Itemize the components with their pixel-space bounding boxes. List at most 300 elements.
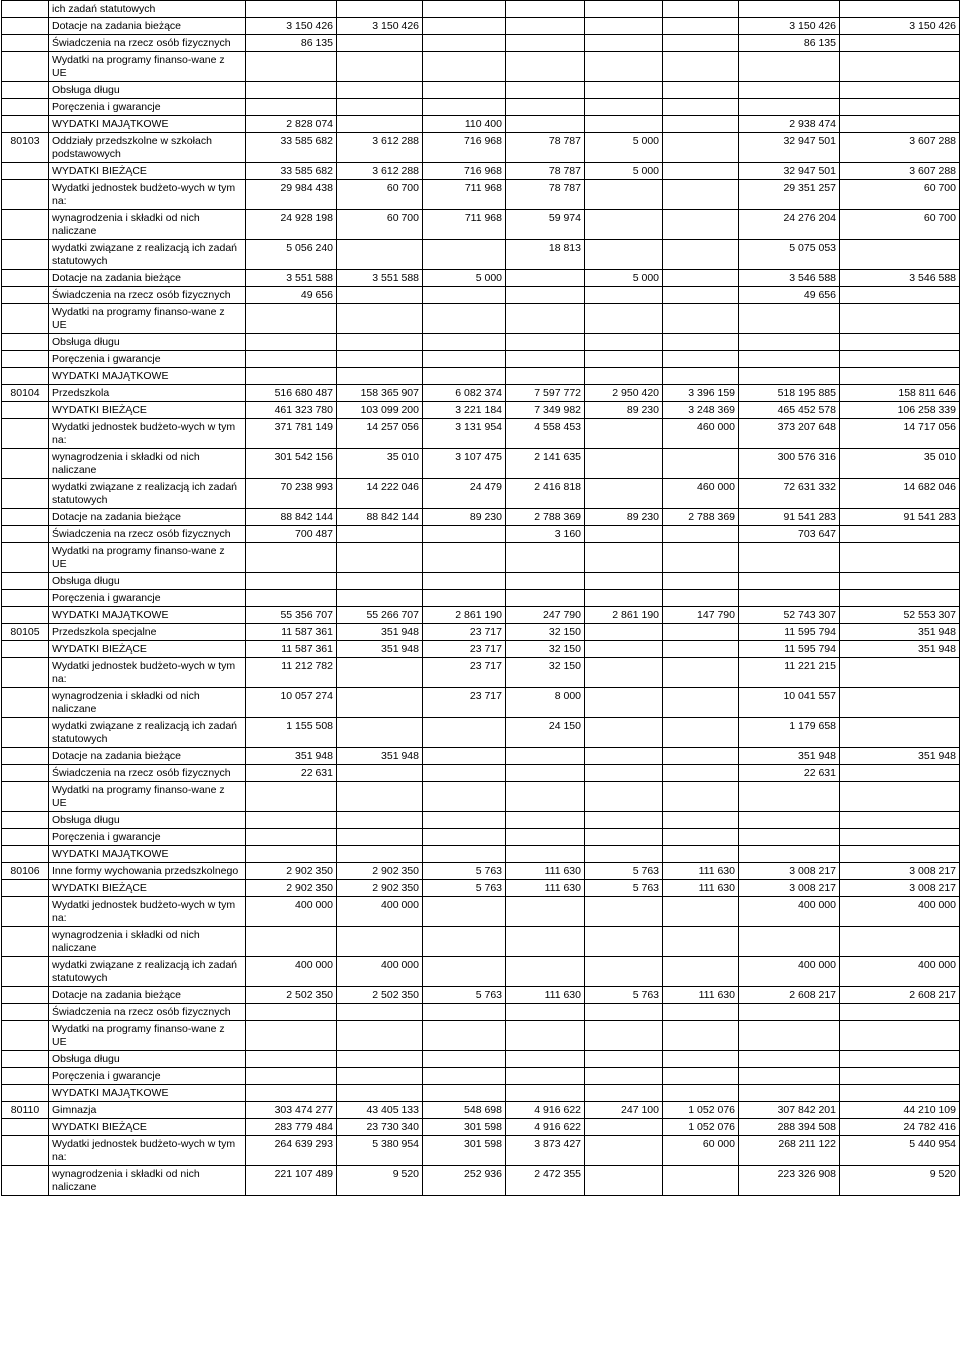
description-cell: wynagrodzenia i składki od nich naliczane bbox=[49, 1166, 246, 1196]
plan-after-cell bbox=[739, 334, 840, 351]
decrease-cell: 110 400 bbox=[423, 116, 506, 133]
table-row bbox=[2, 897, 960, 927]
table-row bbox=[2, 987, 960, 1004]
decrease-cell: 5 763 bbox=[423, 863, 506, 880]
decrease-cell bbox=[423, 368, 506, 385]
description-cell: Dotacje na zadania bieżące bbox=[49, 18, 246, 35]
plan-after-cell bbox=[739, 368, 840, 385]
decrease-gmina-cell: 89 230 bbox=[585, 509, 663, 526]
plan-before-gmina-cell bbox=[337, 99, 423, 116]
increase-cell: 2 788 369 bbox=[506, 509, 585, 526]
increase-gmina-cell bbox=[663, 1068, 739, 1085]
plan-before-cell: 11 587 361 bbox=[246, 624, 337, 641]
plan-before-gmina-cell bbox=[337, 829, 423, 846]
table-row bbox=[2, 334, 960, 351]
section-code-cell bbox=[2, 1004, 49, 1021]
section-code-cell bbox=[2, 1136, 49, 1166]
plan-after-gmina-cell: 400 000 bbox=[840, 957, 960, 987]
plan-after-gmina-cell bbox=[840, 1, 960, 18]
decrease-cell bbox=[423, 765, 506, 782]
table-row bbox=[2, 270, 960, 287]
plan-after-cell: 5 075 053 bbox=[739, 240, 840, 270]
section-code-cell bbox=[2, 35, 49, 52]
increase-cell: 111 630 bbox=[506, 880, 585, 897]
increase-gmina-cell: 1 052 076 bbox=[663, 1119, 739, 1136]
plan-before-gmina-cell: 351 948 bbox=[337, 624, 423, 641]
increase-cell bbox=[506, 304, 585, 334]
description-cell: Wydatki jednostek budżeto-wych w tym na: bbox=[49, 897, 246, 927]
plan-after-cell: 1 179 658 bbox=[739, 718, 840, 748]
increase-gmina-cell: 2 788 369 bbox=[663, 509, 739, 526]
table-row bbox=[2, 573, 960, 590]
increase-cell: 7 597 772 bbox=[506, 385, 585, 402]
plan-after-gmina-cell: 60 700 bbox=[840, 180, 960, 210]
plan-after-cell: 465 452 578 bbox=[739, 402, 840, 419]
description-cell: WYDATKI BIEŻĄCE bbox=[49, 1119, 246, 1136]
increase-gmina-cell bbox=[663, 624, 739, 641]
increase-gmina-cell bbox=[663, 590, 739, 607]
increase-gmina-cell bbox=[663, 1166, 739, 1196]
decrease-gmina-cell bbox=[585, 304, 663, 334]
increase-gmina-cell bbox=[663, 1085, 739, 1102]
increase-cell bbox=[506, 116, 585, 133]
table-row bbox=[2, 846, 960, 863]
increase-cell bbox=[506, 846, 585, 863]
plan-before-cell bbox=[246, 334, 337, 351]
plan-after-cell: 11 595 794 bbox=[739, 641, 840, 658]
table-row bbox=[2, 449, 960, 479]
plan-after-gmina-cell bbox=[840, 812, 960, 829]
section-code-cell: 80103 bbox=[2, 133, 49, 163]
section-code-cell bbox=[2, 402, 49, 419]
decrease-gmina-cell bbox=[585, 210, 663, 240]
plan-before-cell: 516 680 487 bbox=[246, 385, 337, 402]
section-code-cell bbox=[2, 18, 49, 35]
table-row bbox=[2, 957, 960, 987]
plan-before-cell bbox=[246, 368, 337, 385]
plan-before-gmina-cell: 103 099 200 bbox=[337, 402, 423, 419]
decrease-cell: 89 230 bbox=[423, 509, 506, 526]
plan-after-cell bbox=[739, 829, 840, 846]
section-code-cell bbox=[2, 590, 49, 607]
section-code-cell bbox=[2, 82, 49, 99]
plan-after-gmina-cell: 3 150 426 bbox=[840, 18, 960, 35]
increase-cell: 7 349 982 bbox=[506, 402, 585, 419]
description-cell: Oddziały przedszkolne w szkołach podstawowych bbox=[49, 133, 246, 163]
section-code-cell bbox=[2, 718, 49, 748]
description-cell: WYDATKI MAJĄTKOWE bbox=[49, 607, 246, 624]
decrease-gmina-cell: 5 763 bbox=[585, 863, 663, 880]
plan-before-cell: 70 238 993 bbox=[246, 479, 337, 509]
description-cell: Poręczenia i gwarancje bbox=[49, 1068, 246, 1085]
plan-after-cell bbox=[739, 1004, 840, 1021]
decrease-cell bbox=[423, 748, 506, 765]
increase-gmina-cell bbox=[663, 897, 739, 927]
description-cell: Poręczenia i gwarancje bbox=[49, 590, 246, 607]
section-code-cell bbox=[2, 829, 49, 846]
table-row bbox=[2, 641, 960, 658]
plan-before-gmina-cell bbox=[337, 688, 423, 718]
plan-before-cell bbox=[246, 927, 337, 957]
plan-after-gmina-cell: 3 607 288 bbox=[840, 163, 960, 180]
plan-before-gmina-cell bbox=[337, 52, 423, 82]
decrease-cell: 5 763 bbox=[423, 987, 506, 1004]
table-row bbox=[2, 52, 960, 82]
increase-gmina-cell bbox=[663, 1051, 739, 1068]
increase-gmina-cell bbox=[663, 957, 739, 987]
plan-after-gmina-cell bbox=[840, 351, 960, 368]
increase-gmina-cell bbox=[663, 334, 739, 351]
plan-before-gmina-cell: 3 612 288 bbox=[337, 133, 423, 163]
increase-gmina-cell bbox=[663, 1, 739, 18]
plan-before-cell bbox=[246, 829, 337, 846]
plan-after-gmina-cell bbox=[840, 99, 960, 116]
table-row bbox=[2, 658, 960, 688]
table-row bbox=[2, 863, 960, 880]
decrease-gmina-cell bbox=[585, 543, 663, 573]
increase-cell bbox=[506, 957, 585, 987]
plan-after-cell bbox=[739, 543, 840, 573]
plan-before-cell bbox=[246, 82, 337, 99]
plan-after-cell: 11 595 794 bbox=[739, 624, 840, 641]
plan-before-gmina-cell bbox=[337, 35, 423, 52]
plan-after-gmina-cell bbox=[840, 658, 960, 688]
plan-before-gmina-cell bbox=[337, 573, 423, 590]
increase-gmina-cell: 1 052 076 bbox=[663, 1102, 739, 1119]
plan-after-cell: 307 842 201 bbox=[739, 1102, 840, 1119]
increase-cell bbox=[506, 1, 585, 18]
decrease-cell bbox=[423, 526, 506, 543]
decrease-gmina-cell bbox=[585, 52, 663, 82]
description-cell: Wydatki na programy finanso-wane z UE bbox=[49, 1021, 246, 1051]
description-cell: wydatki związane z realizacją ich zadań statutowych bbox=[49, 957, 246, 987]
plan-before-gmina-cell bbox=[337, 526, 423, 543]
description-cell: wynagrodzenia i składki od nich naliczane bbox=[49, 927, 246, 957]
table-row bbox=[2, 18, 960, 35]
decrease-gmina-cell: 5 000 bbox=[585, 270, 663, 287]
increase-gmina-cell bbox=[663, 688, 739, 718]
description-cell: WYDATKI MAJĄTKOWE bbox=[49, 846, 246, 863]
section-code-cell bbox=[2, 526, 49, 543]
decrease-cell bbox=[423, 1051, 506, 1068]
plan-before-cell: 2 902 350 bbox=[246, 880, 337, 897]
decrease-cell bbox=[423, 812, 506, 829]
plan-before-gmina-cell: 35 010 bbox=[337, 449, 423, 479]
decrease-cell: 23 717 bbox=[423, 688, 506, 718]
plan-before-gmina-cell bbox=[337, 1085, 423, 1102]
plan-before-gmina-cell bbox=[337, 1, 423, 18]
plan-before-cell bbox=[246, 573, 337, 590]
table-row bbox=[2, 479, 960, 509]
plan-after-gmina-cell bbox=[840, 846, 960, 863]
increase-cell: 32 150 bbox=[506, 658, 585, 688]
plan-before-gmina-cell: 3 612 288 bbox=[337, 163, 423, 180]
table-row bbox=[2, 1068, 960, 1085]
increase-gmina-cell bbox=[663, 573, 739, 590]
plan-before-gmina-cell bbox=[337, 782, 423, 812]
table-row bbox=[2, 240, 960, 270]
decrease-gmina-cell bbox=[585, 688, 663, 718]
increase-cell: 78 787 bbox=[506, 133, 585, 163]
table-row bbox=[2, 1051, 960, 1068]
plan-before-gmina-cell bbox=[337, 543, 423, 573]
plan-before-gmina-cell: 60 700 bbox=[337, 180, 423, 210]
plan-before-cell bbox=[246, 1021, 337, 1051]
plan-before-cell bbox=[246, 52, 337, 82]
decrease-gmina-cell bbox=[585, 419, 663, 449]
increase-cell bbox=[506, 1021, 585, 1051]
plan-after-cell: 29 351 257 bbox=[739, 180, 840, 210]
section-code-cell bbox=[2, 240, 49, 270]
increase-cell bbox=[506, 351, 585, 368]
section-code-cell bbox=[2, 304, 49, 334]
plan-before-gmina-cell: 14 257 056 bbox=[337, 419, 423, 449]
section-code-cell bbox=[2, 1051, 49, 1068]
plan-after-gmina-cell: 106 258 339 bbox=[840, 402, 960, 419]
increase-cell bbox=[506, 765, 585, 782]
description-cell: ich zadań statutowych bbox=[49, 1, 246, 18]
plan-after-cell bbox=[739, 812, 840, 829]
increase-cell bbox=[506, 1068, 585, 1085]
increase-gmina-cell: 111 630 bbox=[663, 880, 739, 897]
decrease-gmina-cell bbox=[585, 846, 663, 863]
plan-after-gmina-cell bbox=[840, 1021, 960, 1051]
description-cell: Świadczenia na rzecz osób fizycznych bbox=[49, 526, 246, 543]
plan-before-cell: 221 107 489 bbox=[246, 1166, 337, 1196]
plan-before-cell: 303 474 277 bbox=[246, 1102, 337, 1119]
increase-cell bbox=[506, 334, 585, 351]
increase-gmina-cell: 3 396 159 bbox=[663, 385, 739, 402]
increase-gmina-cell bbox=[663, 99, 739, 116]
increase-gmina-cell bbox=[663, 18, 739, 35]
increase-cell: 78 787 bbox=[506, 180, 585, 210]
description-cell: Wydatki jednostek budżeto-wych w tym na: bbox=[49, 180, 246, 210]
decrease-gmina-cell bbox=[585, 957, 663, 987]
increase-cell: 3 160 bbox=[506, 526, 585, 543]
table-row bbox=[2, 133, 960, 163]
plan-after-cell: 703 647 bbox=[739, 526, 840, 543]
description-cell: wynagrodzenia i składki od nich naliczane bbox=[49, 449, 246, 479]
increase-gmina-cell bbox=[663, 35, 739, 52]
increase-cell: 2 416 818 bbox=[506, 479, 585, 509]
plan-after-cell: 373 207 648 bbox=[739, 419, 840, 449]
plan-after-gmina-cell bbox=[840, 718, 960, 748]
description-cell: WYDATKI BIEŻĄCE bbox=[49, 641, 246, 658]
table-row bbox=[2, 368, 960, 385]
section-code-cell bbox=[2, 957, 49, 987]
plan-after-gmina-cell bbox=[840, 287, 960, 304]
plan-before-gmina-cell bbox=[337, 240, 423, 270]
plan-before-gmina-cell: 351 948 bbox=[337, 641, 423, 658]
table-row bbox=[2, 351, 960, 368]
plan-before-cell bbox=[246, 1051, 337, 1068]
decrease-gmina-cell bbox=[585, 1, 663, 18]
plan-before-cell: 5 056 240 bbox=[246, 240, 337, 270]
increase-gmina-cell bbox=[663, 782, 739, 812]
increase-cell bbox=[506, 897, 585, 927]
plan-before-gmina-cell bbox=[337, 1004, 423, 1021]
plan-after-cell bbox=[739, 782, 840, 812]
plan-after-gmina-cell: 52 553 307 bbox=[840, 607, 960, 624]
increase-cell: 8 000 bbox=[506, 688, 585, 718]
description-cell: Wydatki na programy finanso-wane z UE bbox=[49, 782, 246, 812]
plan-after-cell: 91 541 283 bbox=[739, 509, 840, 526]
plan-after-cell bbox=[739, 927, 840, 957]
plan-before-cell: 2 828 074 bbox=[246, 116, 337, 133]
increase-gmina-cell: 460 000 bbox=[663, 419, 739, 449]
increase-cell bbox=[506, 782, 585, 812]
plan-after-gmina-cell bbox=[840, 927, 960, 957]
decrease-gmina-cell bbox=[585, 624, 663, 641]
plan-after-cell bbox=[739, 82, 840, 99]
plan-before-gmina-cell bbox=[337, 1021, 423, 1051]
increase-gmina-cell bbox=[663, 765, 739, 782]
plan-after-gmina-cell bbox=[840, 116, 960, 133]
table-row bbox=[2, 99, 960, 116]
section-code-cell bbox=[2, 287, 49, 304]
decrease-cell: 711 968 bbox=[423, 210, 506, 240]
decrease-cell bbox=[423, 240, 506, 270]
plan-after-cell: 2 938 474 bbox=[739, 116, 840, 133]
plan-after-gmina-cell: 3 008 217 bbox=[840, 863, 960, 880]
table-row bbox=[2, 1, 960, 18]
plan-after-cell: 32 947 501 bbox=[739, 133, 840, 163]
section-code-cell bbox=[2, 419, 49, 449]
plan-after-gmina-cell bbox=[840, 1004, 960, 1021]
table-row bbox=[2, 1166, 960, 1196]
increase-gmina-cell bbox=[663, 1004, 739, 1021]
plan-before-gmina-cell bbox=[337, 846, 423, 863]
decrease-gmina-cell bbox=[585, 765, 663, 782]
increase-gmina-cell: 147 790 bbox=[663, 607, 739, 624]
increase-gmina-cell bbox=[663, 368, 739, 385]
plan-after-gmina-cell bbox=[840, 1051, 960, 1068]
table-row bbox=[2, 782, 960, 812]
increase-cell bbox=[506, 1004, 585, 1021]
decrease-cell bbox=[423, 1004, 506, 1021]
plan-after-gmina-cell: 351 948 bbox=[840, 748, 960, 765]
plan-after-gmina-cell bbox=[840, 368, 960, 385]
plan-after-gmina-cell bbox=[840, 82, 960, 99]
table-row bbox=[2, 624, 960, 641]
table-row bbox=[2, 590, 960, 607]
decrease-gmina-cell bbox=[585, 240, 663, 270]
decrease-gmina-cell bbox=[585, 812, 663, 829]
plan-after-gmina-cell bbox=[840, 829, 960, 846]
plan-after-cell bbox=[739, 1021, 840, 1051]
plan-before-gmina-cell: 158 365 907 bbox=[337, 385, 423, 402]
table-row bbox=[2, 688, 960, 718]
description-cell: WYDATKI BIEŻĄCE bbox=[49, 880, 246, 897]
plan-before-gmina-cell bbox=[337, 82, 423, 99]
table-row bbox=[2, 1004, 960, 1021]
plan-after-gmina-cell: 3 546 588 bbox=[840, 270, 960, 287]
plan-before-cell bbox=[246, 812, 337, 829]
plan-after-cell: 2 608 217 bbox=[739, 987, 840, 1004]
plan-after-gmina-cell: 60 700 bbox=[840, 210, 960, 240]
decrease-cell: 711 968 bbox=[423, 180, 506, 210]
section-code-cell bbox=[2, 543, 49, 573]
description-cell: Obsługa długu bbox=[49, 82, 246, 99]
plan-before-cell: 2 502 350 bbox=[246, 987, 337, 1004]
decrease-gmina-cell bbox=[585, 573, 663, 590]
plan-after-cell bbox=[739, 1, 840, 18]
increase-gmina-cell bbox=[663, 641, 739, 658]
increase-gmina-cell bbox=[663, 449, 739, 479]
decrease-cell bbox=[423, 957, 506, 987]
decrease-cell: 3 221 184 bbox=[423, 402, 506, 419]
section-code-cell: 80105 bbox=[2, 624, 49, 641]
increase-gmina-cell bbox=[663, 829, 739, 846]
section-code-cell bbox=[2, 782, 49, 812]
plan-before-cell: 2 902 350 bbox=[246, 863, 337, 880]
decrease-gmina-cell bbox=[585, 927, 663, 957]
plan-after-cell bbox=[739, 1051, 840, 1068]
increase-gmina-cell bbox=[663, 748, 739, 765]
increase-cell: 3 873 427 bbox=[506, 1136, 585, 1166]
decrease-cell: 3 107 475 bbox=[423, 449, 506, 479]
plan-after-cell bbox=[739, 99, 840, 116]
description-cell: Wydatki na programy finanso-wane z UE bbox=[49, 52, 246, 82]
table-body bbox=[2, 1, 960, 1196]
plan-after-gmina-cell: 14 717 056 bbox=[840, 419, 960, 449]
decrease-gmina-cell bbox=[585, 18, 663, 35]
section-code-cell: 80110 bbox=[2, 1102, 49, 1119]
decrease-cell: 716 968 bbox=[423, 163, 506, 180]
decrease-gmina-cell bbox=[585, 748, 663, 765]
plan-before-cell: 86 135 bbox=[246, 35, 337, 52]
decrease-gmina-cell bbox=[585, 479, 663, 509]
decrease-cell bbox=[423, 718, 506, 748]
plan-before-cell: 33 585 682 bbox=[246, 163, 337, 180]
budget-table bbox=[1, 0, 960, 1196]
plan-after-gmina-cell bbox=[840, 304, 960, 334]
decrease-cell bbox=[423, 590, 506, 607]
plan-before-gmina-cell bbox=[337, 658, 423, 688]
plan-after-cell bbox=[739, 573, 840, 590]
plan-before-cell: 700 487 bbox=[246, 526, 337, 543]
description-cell: WYDATKI MAJĄTKOWE bbox=[49, 116, 246, 133]
decrease-gmina-cell bbox=[585, 82, 663, 99]
decrease-cell: 2 861 190 bbox=[423, 607, 506, 624]
plan-after-gmina-cell bbox=[840, 573, 960, 590]
increase-gmina-cell bbox=[663, 116, 739, 133]
decrease-gmina-cell bbox=[585, 590, 663, 607]
section-code-cell bbox=[2, 573, 49, 590]
table-row bbox=[2, 927, 960, 957]
section-code-cell bbox=[2, 987, 49, 1004]
plan-before-gmina-cell: 2 902 350 bbox=[337, 880, 423, 897]
table-row bbox=[2, 526, 960, 543]
section-code-cell bbox=[2, 351, 49, 368]
plan-after-cell: 351 948 bbox=[739, 748, 840, 765]
plan-before-cell: 3 551 588 bbox=[246, 270, 337, 287]
plan-before-gmina-cell: 5 380 954 bbox=[337, 1136, 423, 1166]
increase-gmina-cell: 60 000 bbox=[663, 1136, 739, 1166]
increase-cell bbox=[506, 82, 585, 99]
increase-cell: 59 974 bbox=[506, 210, 585, 240]
increase-cell bbox=[506, 812, 585, 829]
section-code-cell bbox=[2, 449, 49, 479]
plan-after-gmina-cell bbox=[840, 334, 960, 351]
decrease-cell bbox=[423, 52, 506, 82]
decrease-cell: 23 717 bbox=[423, 624, 506, 641]
plan-before-cell bbox=[246, 1085, 337, 1102]
plan-after-cell: 52 743 307 bbox=[739, 607, 840, 624]
plan-before-cell bbox=[246, 1004, 337, 1021]
decrease-gmina-cell bbox=[585, 658, 663, 688]
increase-cell: 2 141 635 bbox=[506, 449, 585, 479]
